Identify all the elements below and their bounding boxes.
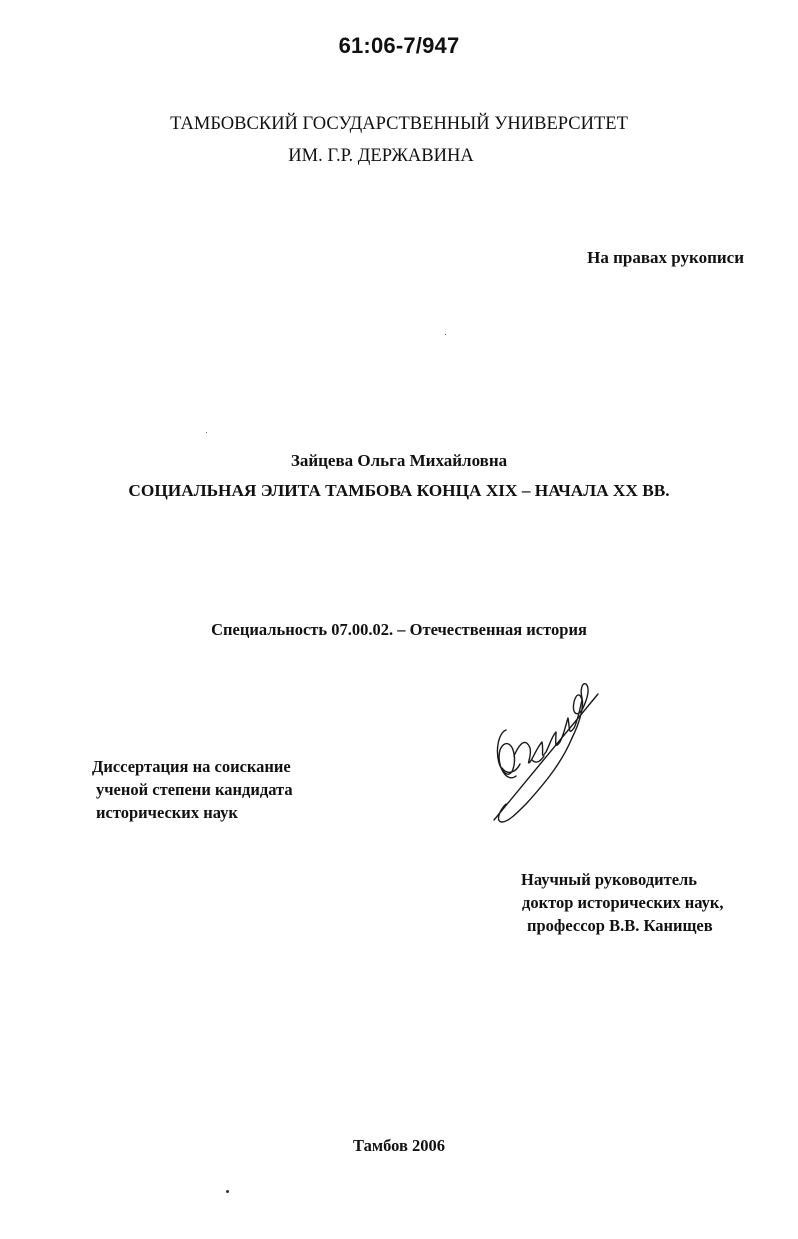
- dissertation-title: СОЦИАЛЬНАЯ ЭЛИТА ТАМБОВА КОНЦА XIX – НАЧАЛА XX ВВ.: [128, 481, 670, 500]
- advisor-line: доктор исторических наук,: [522, 893, 724, 912]
- dissertation-line: Диссертация на соискание: [92, 757, 291, 776]
- rights-note: На правах рукописи: [587, 248, 744, 267]
- dissertation-line: исторических наук: [96, 803, 238, 822]
- scan-speck: [445, 334, 446, 335]
- institution-name: ТАМБОВСКИЙ ГОСУДАРСТВЕННЫЙ УНИВЕРСИТЕТ: [170, 114, 628, 134]
- advisor-line: Научный руководитель: [521, 870, 697, 889]
- catalog-code: 61:06-7/947: [338, 33, 460, 58]
- dissertation-line: ученой степени кандидата: [96, 780, 293, 799]
- place-year: Тамбов 2006: [353, 1136, 445, 1155]
- institution-name-suffix: ИМ. Г.Р. ДЕРЖАВИНА: [288, 146, 474, 166]
- signature: [486, 672, 616, 832]
- scan-speck: [206, 432, 207, 433]
- author-name: Зайцева Ольга Михайловна: [290, 451, 508, 470]
- advisor-block: [521, 868, 724, 937]
- scan-speck: [226, 1190, 229, 1193]
- specialty-line: Специальность 07.00.02. – Отечественная история: [211, 620, 587, 639]
- advisor-line: профессор В.В. Канищев: [527, 916, 713, 935]
- dissertation-degree-block: [92, 755, 293, 824]
